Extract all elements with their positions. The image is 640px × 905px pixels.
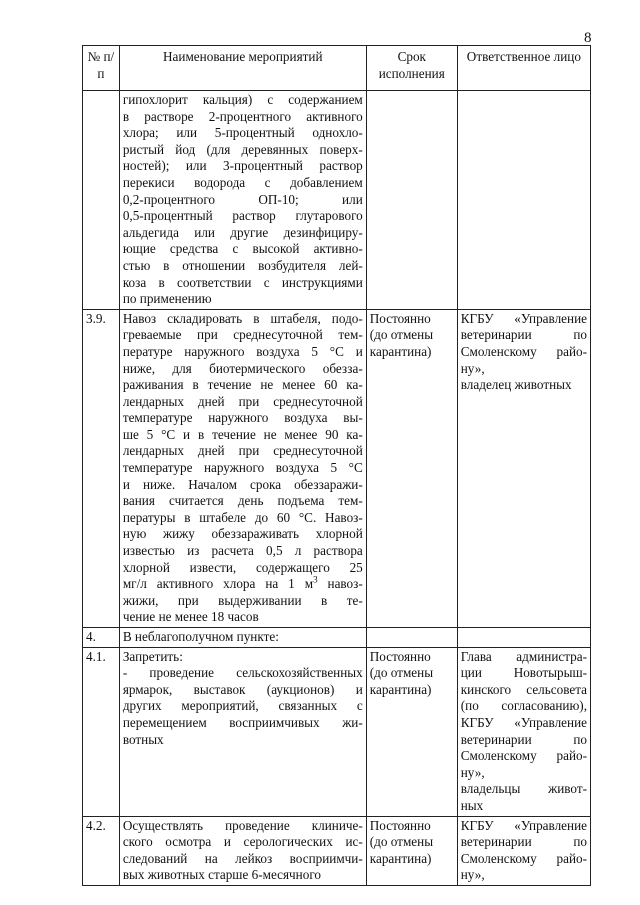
responsible-line: ну», <box>460 764 485 780</box>
row-number: 4.2. <box>83 816 120 885</box>
responsible-line: Смоленскому райо- <box>460 850 587 866</box>
measure-name-line: лендарных дней при среднесуточной <box>122 393 363 409</box>
responsible-line: владельцы живот- <box>460 781 587 797</box>
responsible <box>457 816 590 885</box>
responsible-line: ветеринарии по <box>460 731 587 747</box>
responsible-line: КГБУ «Управление <box>460 310 587 326</box>
measure-name-line: температуре наружного воздуха вы- <box>122 410 363 426</box>
measure-term <box>366 91 457 310</box>
measure-term-line: (до отмены <box>369 665 434 681</box>
measure-name-line: ниже, для биотермического обезза- <box>122 360 363 376</box>
measure-term <box>366 309 457 627</box>
responsible-line: ветеринарии по <box>460 327 587 343</box>
row-number: 3.9. <box>83 309 120 627</box>
measure-name-line: ярмарок, выставок (аукционов) и <box>122 681 363 697</box>
measure-term-line: (до отмены <box>369 327 434 343</box>
measure-name-line: Навоз складировать в штабеля, подо- <box>122 310 363 326</box>
table-header-row <box>83 46 591 91</box>
measure-name-line: хлорной извести, содержащего 25 <box>122 559 363 575</box>
measure-name-line: ского осмотра и серологических ис- <box>122 834 363 850</box>
measure-name-line: вания считается день подъема тем- <box>122 493 363 509</box>
responsible <box>457 91 590 310</box>
measures-table <box>82 45 591 886</box>
measure-name-line: Осуществлять проведение клиниче- <box>122 817 363 833</box>
measure-term <box>366 647 457 816</box>
measure-name-line: хлора; или 5-процентный однохло- <box>122 125 363 141</box>
header-name: Наименование мероприятий <box>119 46 366 91</box>
measure-name-line: Запретить: <box>122 648 183 664</box>
measure-term-line: Постоянно <box>369 648 431 664</box>
measure-name-line: пературе наружного воздуха 5 °С и <box>122 343 363 359</box>
page-number: 8 <box>584 30 592 46</box>
measure-name-line: ше 5 °С и в течение не менее 90 ка- <box>122 426 363 442</box>
measure-name-line: и ниже. Началом срока обеззаражи- <box>122 476 363 492</box>
measure-name-line: 0,5-процентный раствор глутарового <box>122 208 363 224</box>
measure-name-line: ющие средства с высокой активно- <box>122 241 363 257</box>
measure-name-line: ную жижу обеззараживать хлорной <box>122 526 363 542</box>
table-row <box>83 309 591 627</box>
responsible-line: кинского сельсовета <box>460 681 587 697</box>
responsible-line: КГБУ «Управление <box>460 714 587 730</box>
measure-name-line: следований на лейкоз восприимчи- <box>122 850 363 866</box>
measure-name-line: коза в соответствии с инструкциями <box>122 274 363 290</box>
measure-name-line: В неблагополучном пункте: <box>122 629 279 644</box>
measure-name-line: 0,2-процентного ОП-10; или <box>122 191 363 207</box>
responsible-line: Смоленскому райо- <box>460 748 587 764</box>
table-row <box>83 816 591 885</box>
measure-name-line: в растворе 2-процентного активного <box>122 108 363 124</box>
measure-name-line: перекиси водорода с добавлением <box>122 174 363 190</box>
measure-name <box>119 309 366 627</box>
table-row <box>83 91 591 310</box>
header-resp: Ответственное лицо <box>457 46 590 91</box>
measure-term <box>366 816 457 885</box>
table-row <box>83 628 591 648</box>
measure-name-line: - проведение сельскохозяйственных <box>122 665 363 681</box>
measure-name-line: по применению <box>122 291 212 307</box>
responsible-line: (по согласованию), <box>460 698 587 714</box>
measure-name <box>119 647 366 816</box>
responsible-line: ции Новотырыш- <box>460 665 587 681</box>
header-term: Срок исполнения <box>366 46 457 91</box>
cubic-tail: навоз- <box>317 576 363 592</box>
responsible-line: ну», <box>460 867 485 883</box>
measure-name <box>119 91 366 310</box>
responsible-line: КГБУ «Управление <box>460 817 587 833</box>
measure-name-line: температуре наружного воздуха 5 °С <box>122 460 363 476</box>
responsible-line: ну», <box>460 360 485 376</box>
measure-name-line: раживания в течение не менее 60 ка- <box>122 377 363 393</box>
measure-name-line: альдегида или другие дезинфициру- <box>122 224 363 240</box>
header-num: № п/п <box>83 46 120 91</box>
responsible-line: владелец животных <box>460 377 572 393</box>
measure-term <box>366 628 457 648</box>
row-number <box>83 91 120 310</box>
measure-term-line: Постоянно <box>369 817 431 833</box>
measure-name-line: чение не менее 18 часов <box>122 609 259 625</box>
row-number: 4. <box>83 628 120 648</box>
responsible <box>457 647 590 816</box>
cubic-text: мг/л активного хлора на 1 м <box>122 576 314 592</box>
measure-name-line: вотных <box>122 731 164 747</box>
measure-term-line: карантина) <box>369 850 432 866</box>
responsible-line: Глава администра- <box>460 648 587 664</box>
measure-name-line <box>123 576 363 593</box>
responsible-line: ных <box>460 797 484 813</box>
measure-term-line: (до отмены <box>369 834 434 850</box>
measure-name <box>119 628 366 648</box>
measure-term-line: карантина) <box>369 343 432 359</box>
row-number: 4.1. <box>83 647 120 816</box>
table-row <box>83 647 591 816</box>
responsible <box>457 628 590 648</box>
measure-name-line: лендарных дней при среднесуточной <box>122 443 363 459</box>
measure-name-line: ристый йод (для деревянных поверх- <box>122 141 363 157</box>
responsible-line: ветеринарии по <box>460 834 587 850</box>
measure-name-line: перемещением восприимчивых жи- <box>122 714 363 730</box>
measure-term-line: карантина) <box>369 681 432 697</box>
measure-name-line: стью в отношении возбудителя лей- <box>122 257 363 273</box>
measure-name-line: вых животных старше 6-месячного <box>122 867 322 883</box>
measure-name-line: других мероприятий, связанных с <box>122 698 363 714</box>
superscript-3: 3 <box>313 574 318 585</box>
measure-name-line: пературы в штабеле до 60 °С. Навоз- <box>122 509 363 525</box>
measure-name-line: греваемые при среднесуточной тем- <box>122 327 363 343</box>
measure-name <box>119 816 366 885</box>
responsible-line: Смоленскому райо- <box>460 343 587 359</box>
responsible <box>457 309 590 627</box>
measure-name-line: гипохлорит кальция) с содержанием <box>122 92 363 107</box>
measure-name-line: ностей); или 3-процентный раствор <box>122 158 363 174</box>
measure-name-line: жижи, при выдерживании в те- <box>122 592 363 608</box>
measure-term-line: Постоянно <box>369 310 431 326</box>
measure-name-line: известью из расчета 0,5 л раствора <box>122 543 363 559</box>
